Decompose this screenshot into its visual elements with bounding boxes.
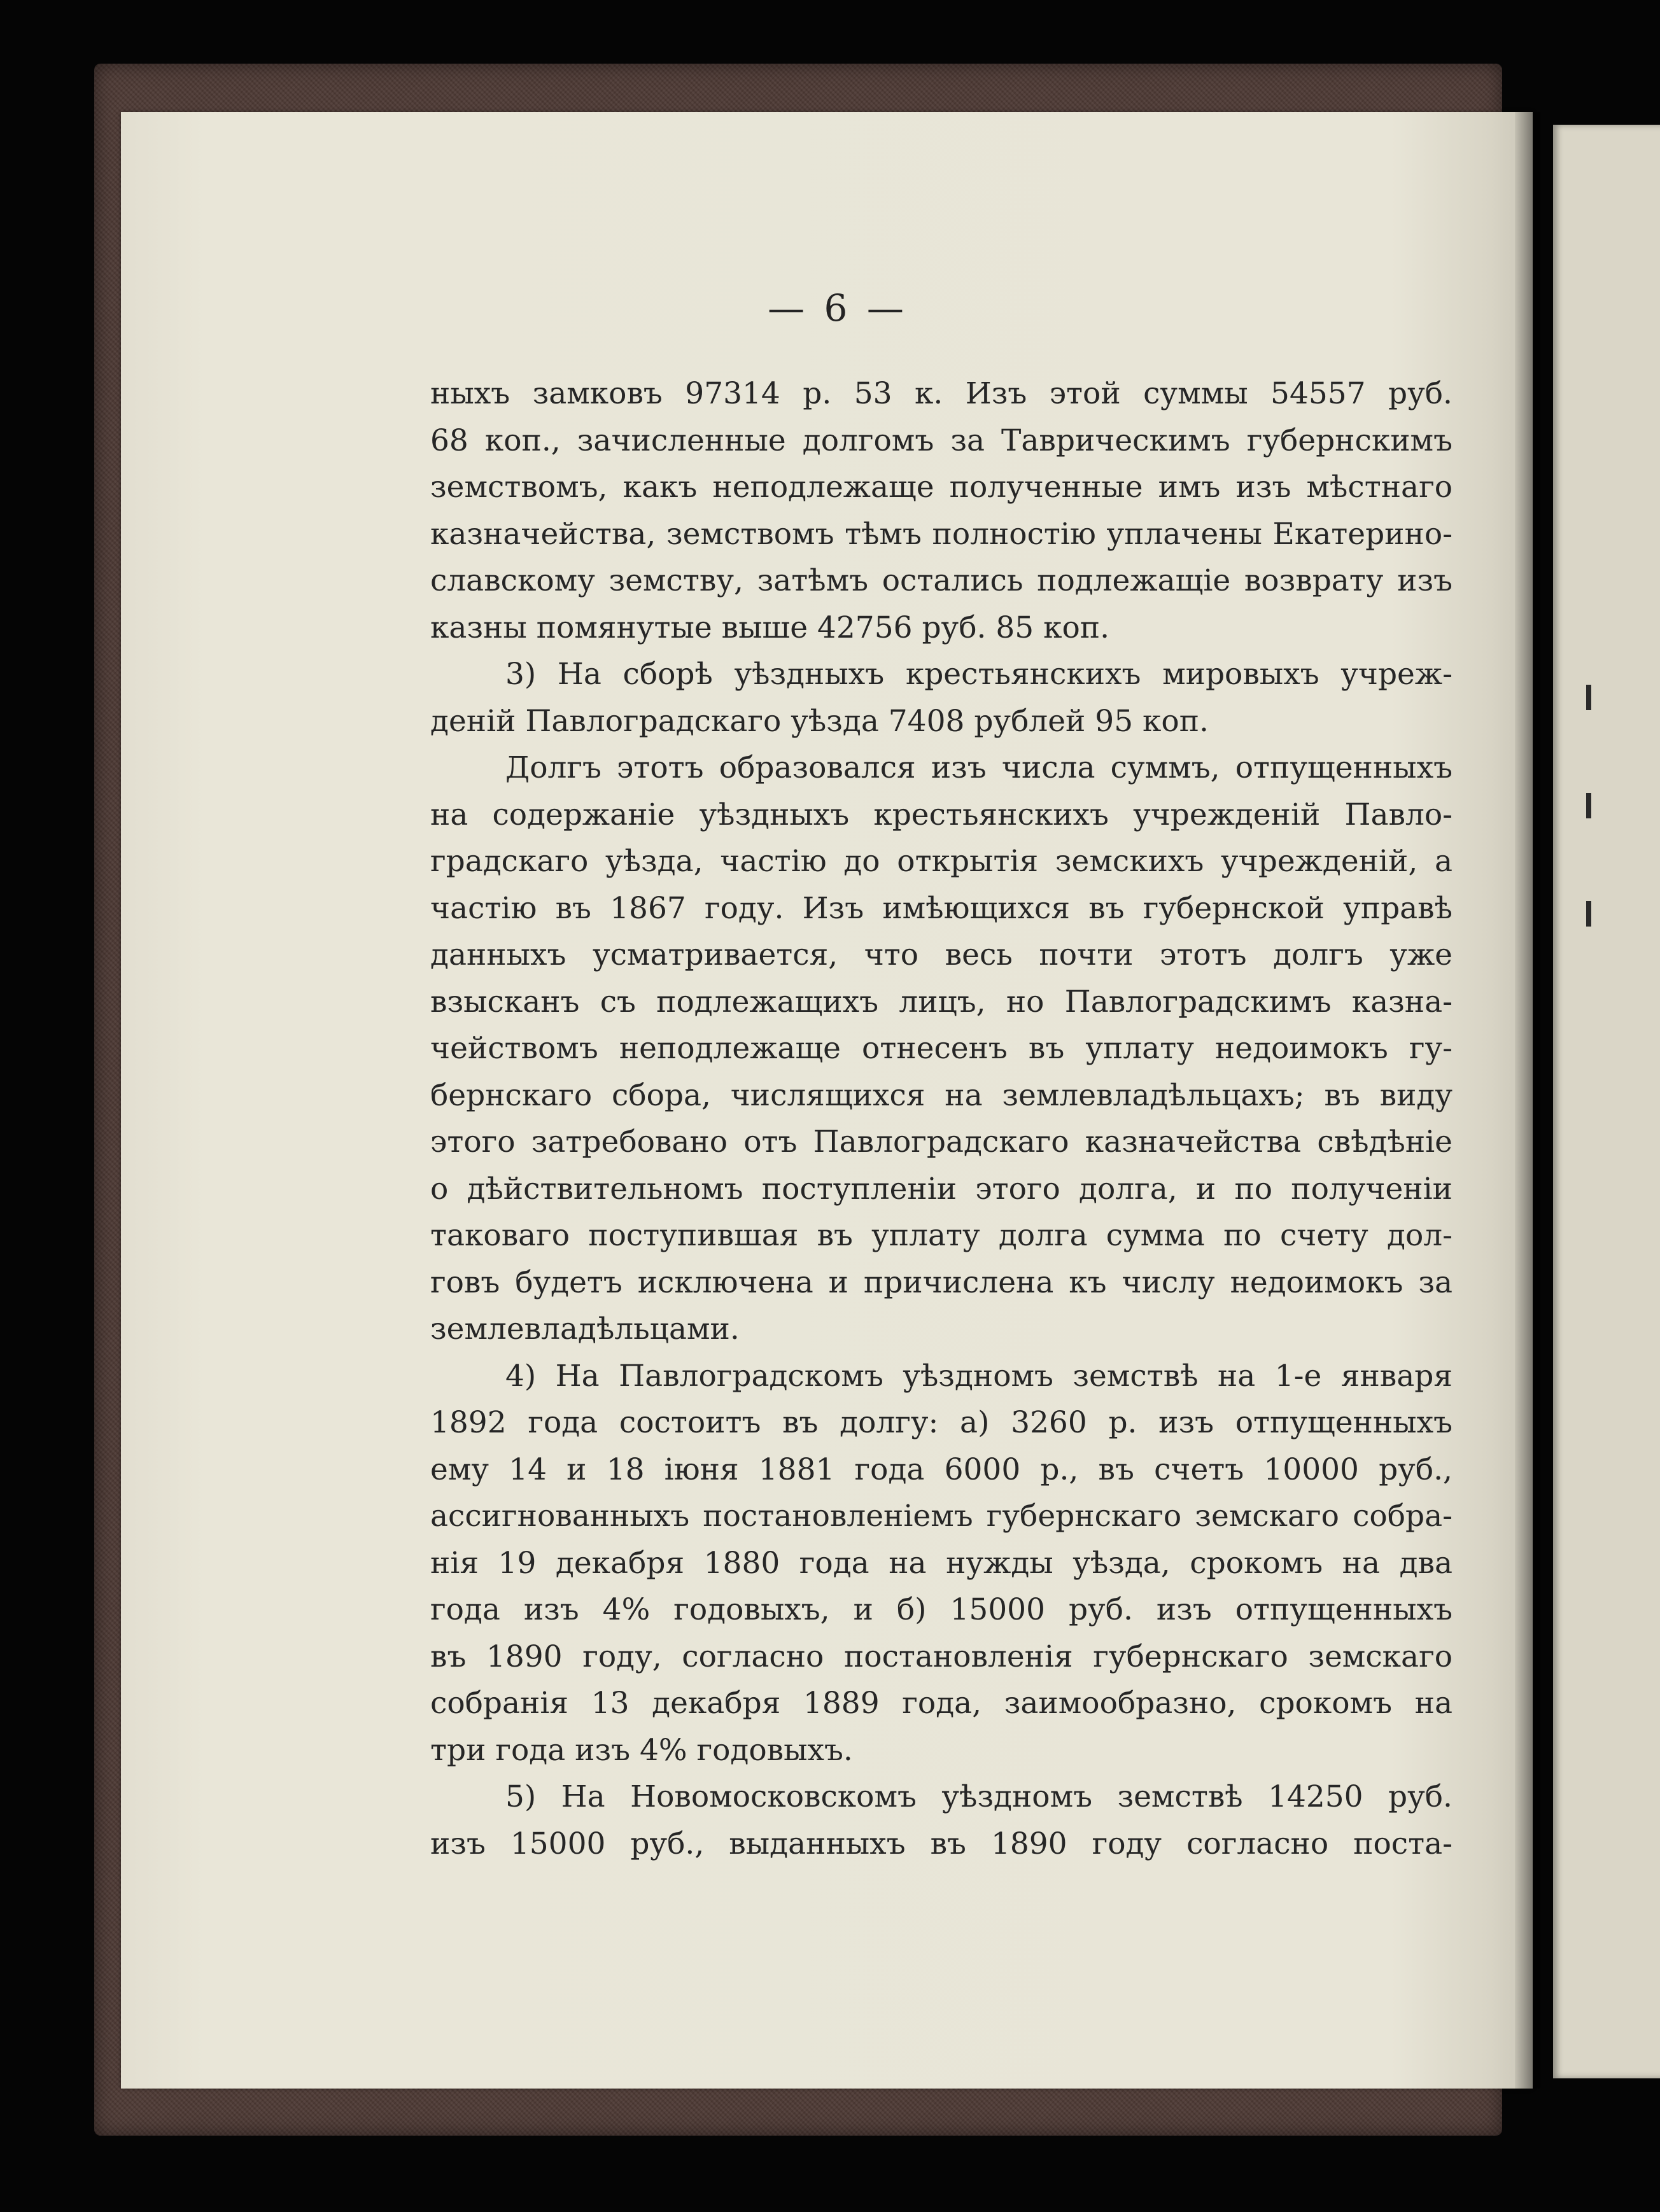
text-line: ему 14 и 18 іюня 1881 года 6000 р., въ счетъ 10000 руб., [430, 1452, 1452, 1487]
text-line: о дѣйствительномъ поступленіи этого долга, и по полученіи [430, 1171, 1452, 1207]
text-line: частію въ 1867 году. Изъ имѣющихся въ губернской управѣ [430, 890, 1452, 926]
text-line: деній Павлоградскаго уѣзда 7408 рублей 95 коп. [430, 703, 1209, 739]
text-line: нія 19 декабря 1880 года на нужды уѣзда, срокомъ на два [430, 1545, 1452, 1581]
text-line: Долгъ этотъ образовался изъ числа суммъ, отпущенныхъ [505, 750, 1452, 785]
text-line: три года изъ 4% годовыхъ. [430, 1732, 853, 1768]
text-line: 1892 года состоитъ въ долгу: а) 3260 р. изъ отпущенныхъ [430, 1405, 1452, 1440]
text-line: года изъ 4% годовыхъ, и б) 15000 руб. изъ отпущенныхъ [430, 1592, 1452, 1627]
text-line: данныхъ усматривается, что весь почти этотъ долгъ уже [430, 937, 1452, 972]
page-number: — 6 — [768, 286, 908, 330]
facing-page-mark [1586, 793, 1591, 818]
text-line: казначейства, земствомъ тѣмъ полностію уплачены Екатерино- [430, 516, 1452, 552]
text-line: градскаго уѣзда, частію до открытія земскихъ учрежденій, а [430, 844, 1452, 879]
text-line: земствомъ, какъ неподлежаще полученные имъ изъ мѣстнаго [430, 470, 1452, 505]
text-line: 5) На Новомосковскомъ уѣздномъ земствѣ 14250 руб. [505, 1779, 1452, 1814]
facing-page-mark [1586, 901, 1591, 927]
text-line: землевладѣльцами. [430, 1312, 740, 1347]
text-line: взысканъ съ подлежащихъ лицъ, но Павлоградскимъ казна- [430, 984, 1452, 1019]
text-line: этого затребовано отъ Павлоградскаго казначейства свѣдѣніе [430, 1124, 1452, 1159]
text-line: въ 1890 году, согласно постановленія губернскаго земскаго [430, 1639, 1452, 1674]
gutter-shadow [1515, 112, 1540, 2089]
text-line: собранія 13 декабря 1889 года, заимообразно, срокомъ на [430, 1686, 1452, 1721]
text-line: бернскаго сбора, числящихся на землевладѣльцахъ; въ виду [430, 1077, 1452, 1113]
text-line: на содержаніе уѣздныхъ крестьянскихъ учрежденій Павло- [430, 797, 1452, 832]
page-text [430, 370, 1452, 1867]
text-line: изъ 15000 руб., выданныхъ въ 1890 году согласно поста- [430, 1826, 1452, 1861]
text-line: ассигнованныхъ постановленіемъ губернскаго земскаго собра- [430, 1499, 1452, 1534]
text-line: говъ будетъ исключена и причислена къ числу недоимокъ за [430, 1264, 1452, 1300]
text-line: чействомъ неподлежаще отнесенъ въ уплату недоимокъ гу- [430, 1031, 1452, 1066]
facing-page-edge [1553, 125, 1660, 2078]
facing-page-mark [1586, 685, 1591, 710]
text-line: 68 коп., зачисленные долгомъ за Таврическимъ губернскимъ [430, 423, 1452, 458]
text-line: славскому земству, затѣмъ остались подлежащіе возврату изъ [430, 563, 1452, 598]
text-line: казны помянутые выше 42756 руб. 85 коп. [430, 610, 1110, 645]
text-line: 3) На сборѣ уѣздныхъ крестьянскихъ мировыхъ учреж- [505, 657, 1452, 692]
text-line: ныхъ замковъ 97314 р. 53 к. Изъ этой суммы 54557 руб. [430, 376, 1452, 411]
text-line: 4) На Павлоградскомъ уѣздномъ земствѣ на 1-е января [505, 1358, 1452, 1394]
text-line: таковаго поступившая въ уплату долга сумма по счету дол- [430, 1218, 1452, 1253]
